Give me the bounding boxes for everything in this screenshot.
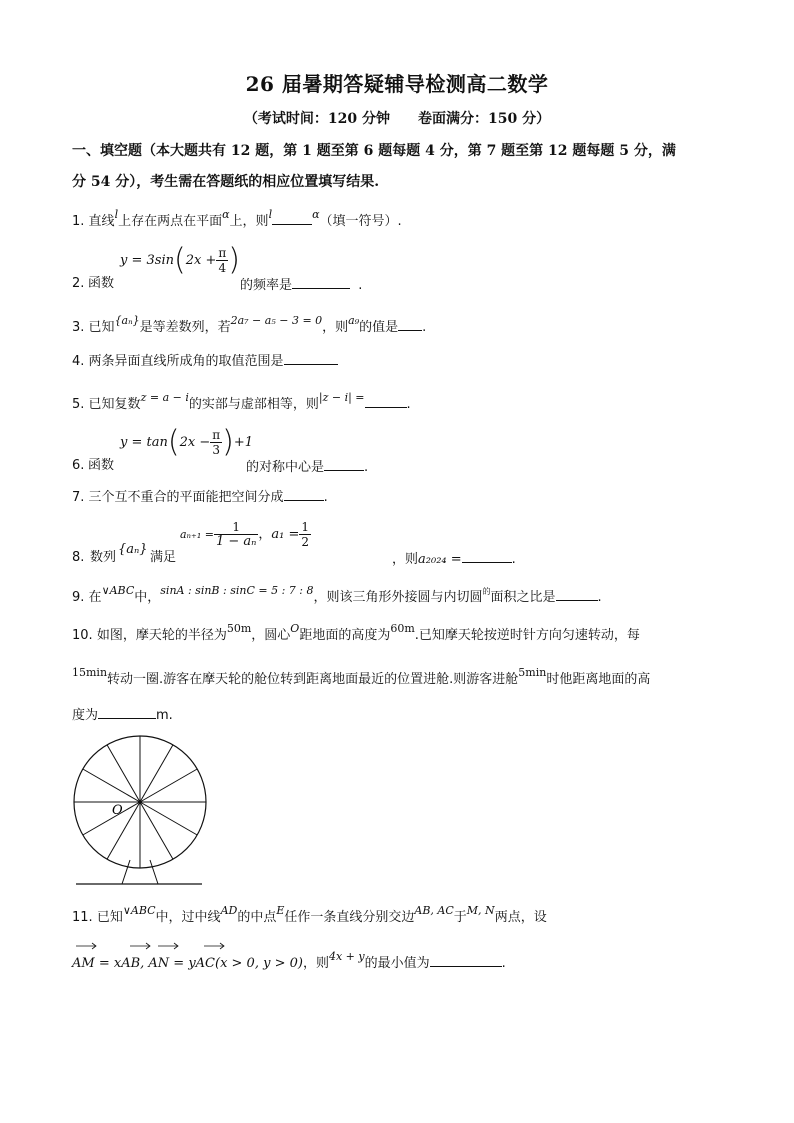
midpoint-symbol: E	[276, 904, 285, 917]
paren-open: (	[167, 424, 180, 460]
vector-arrow-ab	[130, 943, 150, 949]
wheel-spoke	[140, 802, 173, 859]
fraction-numerator: π	[218, 246, 227, 260]
center-symbol: O	[290, 622, 300, 635]
q1-text-1: 直线	[88, 214, 115, 229]
question-3	[72, 316, 732, 338]
fraction-denominator: 2	[301, 535, 310, 549]
q8-text-1: 数列	[90, 550, 117, 565]
q11-period: .	[501, 956, 506, 971]
fraction-numerator: π	[212, 428, 221, 442]
q7-text-1: 三个互不重合的平面能把空间分成	[88, 490, 284, 505]
question-10-line-1	[72, 622, 732, 646]
period-value: 15min	[72, 666, 108, 679]
wheel-spoke	[83, 769, 140, 802]
q6-tail	[246, 456, 368, 478]
q3-text-1: 已知	[88, 320, 115, 335]
section-heading	[72, 136, 722, 198]
question-number: 10.	[72, 628, 93, 643]
plane-symbol-2: α	[312, 208, 320, 221]
q11-text-3: 的中点	[237, 910, 277, 925]
question-number: 1.	[72, 214, 85, 229]
answer-blank[interactable]	[292, 274, 350, 289]
q10-unit: m.	[156, 708, 173, 723]
q10-text-3: 距地面的高度为	[299, 628, 391, 643]
radius-value: 50m	[226, 622, 252, 635]
wheel-spokes	[74, 736, 206, 868]
q6-period: .	[364, 460, 369, 475]
q3-text-3: ，则	[322, 320, 349, 335]
q11-text-1: 已知	[96, 910, 123, 925]
fraction	[210, 428, 222, 457]
answer-blank[interactable]	[284, 350, 338, 365]
question-10-line-2	[72, 666, 732, 690]
q2-tail	[240, 274, 362, 296]
sequence-symbol: {aₙ}	[114, 314, 140, 327]
vector-arrow-ac	[204, 943, 224, 949]
fraction-denominator: 1 − aₙ	[215, 534, 257, 549]
points-symbol: M, N	[466, 904, 495, 917]
vector-equation	[72, 956, 303, 971]
wheel-spoke	[140, 745, 173, 802]
fraction	[216, 246, 228, 275]
question-2	[72, 242, 732, 293]
initial-term: a₁ =	[271, 527, 300, 542]
q5-text-1: 已知复数	[88, 397, 141, 412]
q11-text-5: 于	[453, 910, 467, 925]
fraction-denominator: 3	[212, 443, 220, 457]
question-number: 6.	[72, 458, 85, 473]
plane-symbol: α	[222, 208, 230, 221]
wheel-spoke	[107, 745, 140, 802]
q10-text-6: 时他距离地面的高	[546, 672, 651, 687]
answer-blank[interactable]	[272, 210, 312, 225]
q8-recurrence	[180, 520, 311, 549]
vector-marks	[74, 940, 244, 950]
q2-period: .	[358, 278, 363, 293]
answer-blank[interactable]	[324, 456, 364, 471]
q5-period: .	[406, 397, 411, 412]
section-line-2: 分 54 分），考生需在答题纸的相应位置填写结果.	[72, 174, 380, 190]
q6-text-2: 的对称中心是	[246, 460, 325, 475]
recurrence-lhs: aₙ₊₁ =	[180, 528, 214, 541]
support-leg-left	[122, 860, 130, 884]
ferris-wheel-figure	[72, 732, 212, 892]
vector-arrow-an	[158, 943, 178, 949]
time-value: 5min	[518, 666, 547, 679]
q9-period: .	[597, 590, 602, 605]
separator: ，	[258, 527, 272, 542]
question-number: 3.	[72, 320, 85, 335]
section-line-1: 一、填空题（本大题共有 12 题，第 1 题至第 6 题每题 4 分，第 7 题至第 12 题每题 5 分，满	[72, 143, 676, 159]
fraction-denominator: 4	[218, 261, 227, 275]
line-symbol: l	[114, 208, 119, 221]
q2-text-1: 函数	[88, 276, 115, 291]
question-7	[72, 486, 732, 508]
question-number: 8.	[72, 550, 85, 565]
q6-formula	[120, 424, 253, 460]
q2-text-2: 的频率是	[240, 278, 293, 293]
question-6	[72, 424, 732, 475]
equation: 2a₇ − a₅ − 3 = 0	[230, 314, 323, 327]
q11-text-4: 任作一条直线分别交边	[284, 910, 415, 925]
median-symbol: AD	[220, 904, 238, 917]
q1-text-4: （填一符号）.	[319, 214, 402, 229]
formula-part: y = tan	[120, 435, 168, 450]
fraction-numerator: 1	[301, 520, 310, 534]
q2-formula	[120, 242, 240, 278]
question-5	[72, 393, 732, 415]
exam-info: （考试时间：120 分钟 卷面满分：150 分）	[243, 111, 551, 127]
sine-ratio: sinA : sinB : sinC = 5 : 7 : 8	[160, 584, 314, 597]
page-title: 26 届暑期答疑辅导检测高二数学	[245, 72, 549, 96]
q10-text-5: 转动一圈.游客在摩天轮的舱位转到距离地面最近的位置进舱.则游客进舱	[107, 672, 519, 687]
q4-text-1: 两条异面直线所成角的取值范围是	[88, 354, 284, 369]
vector-arrow-am	[76, 943, 96, 949]
question-11-line-1	[72, 904, 732, 928]
question-8	[72, 518, 732, 566]
q11-text-2: 中，过中线	[155, 910, 221, 925]
sides-symbol: AB, AC	[414, 904, 454, 917]
q9-small-char: 的	[482, 587, 491, 596]
q10-text-7: 度为	[72, 708, 99, 723]
answer-blank[interactable]	[398, 316, 422, 331]
q3-text-2: 是等差数列，若	[139, 320, 231, 335]
term-symbol: a₉	[348, 314, 360, 327]
answer-blank[interactable]	[284, 486, 324, 501]
q1-text-3: 上，则	[229, 214, 269, 229]
q9-text-1: 在	[88, 590, 102, 605]
q11-text-7: ，则	[302, 956, 329, 971]
answer-blank[interactable]	[98, 704, 156, 719]
complex-number: z = a − i	[140, 391, 189, 404]
q10-text-4: .已知摩天轮按逆时针方向匀速转动，每	[414, 628, 640, 643]
answer-blank[interactable]	[462, 548, 512, 563]
formula-part: y = 3sin	[120, 253, 174, 268]
fraction-numerator: 1	[214, 520, 258, 535]
q8-tail	[392, 548, 516, 570]
q11-text-6: 两点，设	[494, 910, 547, 925]
paren-open: (	[173, 242, 186, 278]
answer-blank[interactable]	[556, 586, 598, 601]
formula-part: 2x −	[179, 435, 211, 450]
question-number: 5.	[72, 397, 85, 412]
formula-part: 2x +	[185, 253, 217, 268]
q9-text-4: 面积之比是	[490, 590, 556, 605]
triangle-symbol: ∨ABC	[122, 904, 156, 917]
question-number: 9.	[72, 590, 85, 605]
paren-close: )	[222, 424, 234, 460]
q11-text-8: 的最小值为	[364, 956, 430, 971]
formula-part: +1	[233, 435, 253, 450]
q5-text-2: 的实部与虚部相等，则	[188, 397, 319, 412]
q9-text-3: ，则该三角形外接圆与内切圆	[313, 590, 483, 605]
sequence-symbol: {aₙ}	[118, 542, 148, 557]
center-label: O	[112, 803, 123, 818]
q8-text-3: ，则	[392, 552, 419, 567]
triangle-symbol: ∨ABC	[101, 584, 135, 597]
question-11-line-2	[72, 952, 732, 974]
modulus-expression: |z − i| =	[318, 391, 365, 404]
fraction	[299, 520, 311, 549]
q10-text-1: 如图，摩天轮的半径为	[96, 628, 227, 643]
q10-text-2: ，圆心	[251, 628, 291, 643]
question-10-line-3	[72, 704, 732, 726]
wheel-spoke	[140, 769, 197, 802]
q8-period: .	[511, 552, 516, 567]
q1-text-2: 上存在两点在平面	[118, 214, 223, 229]
q6-text-1: 函数	[88, 458, 115, 473]
q9-text-2: 中，	[134, 590, 161, 605]
q8-text-2: 满足	[150, 550, 177, 565]
question-number: 11.	[72, 910, 93, 925]
question-9	[72, 586, 732, 609]
paren-close: )	[228, 242, 240, 278]
question-1	[72, 210, 732, 232]
wheel-spoke	[140, 802, 197, 835]
support-leg-right	[150, 860, 158, 884]
answer-blank[interactable]	[430, 952, 502, 967]
fraction	[214, 520, 258, 549]
line-symbol-2: l	[268, 208, 273, 221]
question-number: 2.	[72, 276, 85, 291]
question-number: 7.	[72, 490, 85, 505]
height-value: 60m	[390, 622, 415, 635]
answer-blank[interactable]	[365, 393, 407, 408]
target-term: a₂₀₂₄ =	[418, 552, 462, 567]
question-number: 4.	[72, 354, 85, 369]
q7-period: .	[323, 490, 328, 505]
objective-expression: 4x + y	[328, 950, 365, 963]
question-4	[72, 350, 732, 372]
q3-period: .	[422, 320, 427, 335]
vector-equation-text: AM = xAB, AN = yAC(x > 0, y > 0)	[72, 956, 303, 971]
q3-text-4: 的值是	[359, 320, 399, 335]
